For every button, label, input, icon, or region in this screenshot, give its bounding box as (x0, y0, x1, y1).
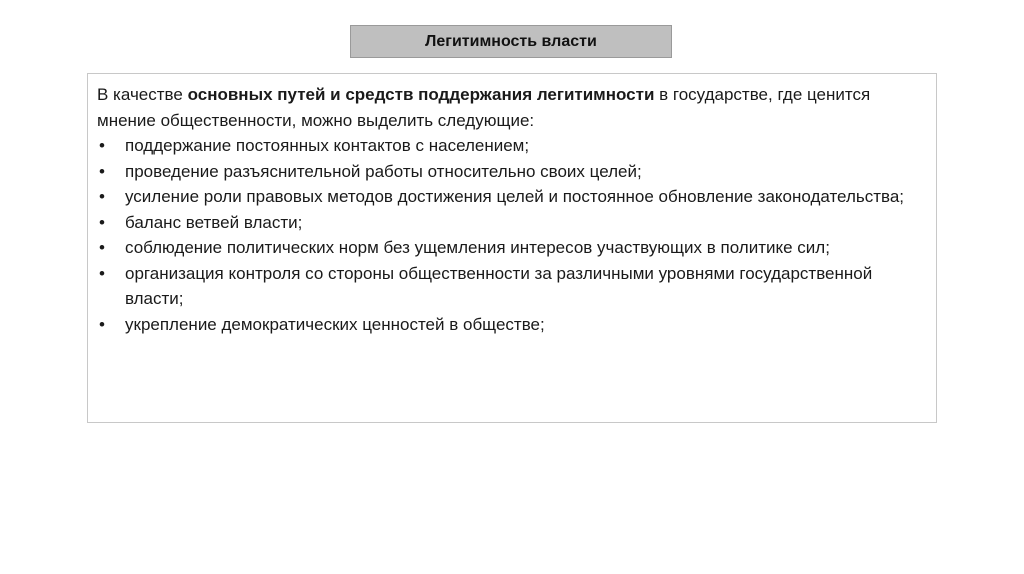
list-item-text: баланс ветвей власти; (125, 212, 303, 232)
bullet-icon: • (99, 161, 105, 181)
list-item-text: проведение разъяснительной работы относительно своих целей; (125, 161, 642, 181)
list-item (97, 159, 926, 185)
list-item-text: укрепление демократических ценностей в обществе; (125, 314, 545, 334)
bullet-list (97, 133, 926, 337)
list-item-text: организация контроля со стороны общественности за различными уровнями государственной власти; (125, 263, 873, 308)
intro-before: В качестве (97, 85, 188, 104)
intro-after: в государстве, где ценится мнение общественности, можно выделить следующие: (97, 85, 871, 130)
bullet-icon: • (99, 238, 105, 257)
bullet-icon: • (99, 314, 105, 334)
bullet-icon: • (99, 187, 105, 206)
bullet-icon: • (99, 136, 105, 155)
list-item (97, 184, 926, 210)
list-item-text: усиление роли правовых методов достижения целей и постоянное обновление законодательства; (125, 187, 905, 206)
intro-bold: основных путей и средств поддержания легитимности (187, 85, 655, 104)
list-item (97, 235, 926, 261)
list-item-text: поддержание постоянных контактов с населением; (125, 136, 530, 155)
list-item (97, 261, 926, 312)
list-item-text: соблюдение политических норм без ущемления интересов участвующих в политике сил; (125, 238, 830, 257)
slide-title-text: Легитимность власти (425, 32, 597, 50)
intro-paragraph (97, 82, 926, 133)
list-item (97, 133, 926, 159)
bullet-icon: • (99, 212, 105, 232)
slide-title (350, 25, 672, 58)
list-item (97, 210, 926, 236)
content-box (87, 73, 937, 423)
bullet-icon: • (99, 263, 105, 283)
list-item (97, 312, 926, 338)
